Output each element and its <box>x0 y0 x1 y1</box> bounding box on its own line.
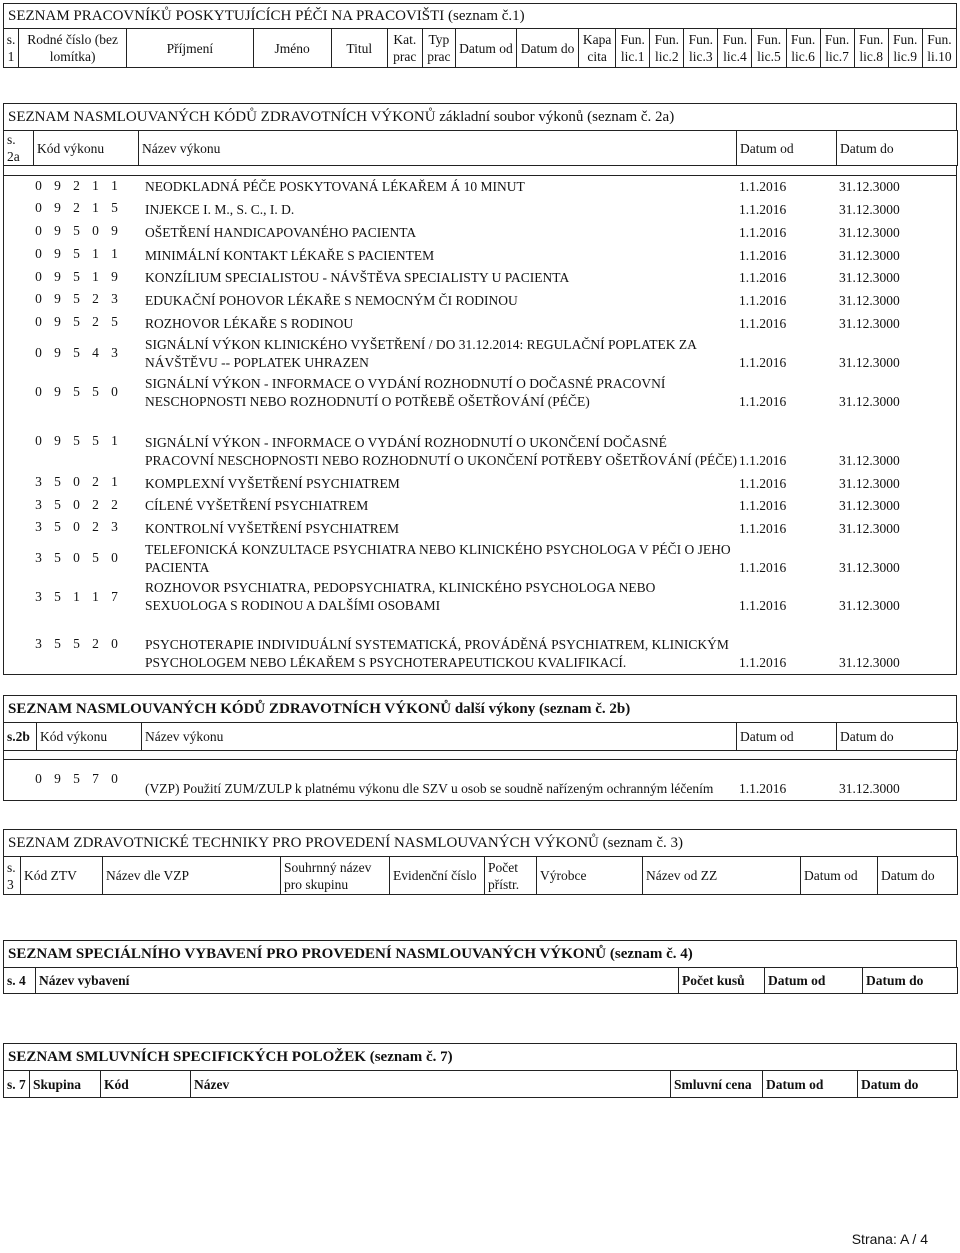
header-table <box>3 28 957 68</box>
code-digit: 2 <box>92 314 99 330</box>
col-header: Fun. lic.3 <box>684 29 718 68</box>
code-digit: 9 <box>54 246 61 262</box>
procedure-row <box>4 176 956 198</box>
col-header: Kód ZTV <box>21 857 103 895</box>
date-from: 1.1.2016 <box>739 354 787 370</box>
date-to: 31.12.3000 <box>839 354 900 370</box>
section-seznam-2b <box>3 695 957 801</box>
section-title: SEZNAM NASMLOUVANÝCH KÓDŮ ZDRAVOTNÍCH VÝKONŮ základní soubor výkonů (seznam č. 2a) <box>3 103 957 130</box>
section-title: SEZNAM SPECIÁLNÍHO VYBAVENÍ PRO PROVEDENÍ NASMLOUVANÝCH VÝKONŮ (seznam č. 4) <box>3 940 957 967</box>
code-digit: 9 <box>54 223 61 239</box>
code-digit: 3 <box>35 550 42 566</box>
date-from: 1.1.2016 <box>739 780 787 796</box>
code-digit: 5 <box>54 496 61 512</box>
code-digit: 5 <box>54 519 61 535</box>
section-seznam-2a <box>3 103 957 675</box>
code-digit: 5 <box>73 770 80 786</box>
procedure-row <box>4 540 956 579</box>
code-digit: 3 <box>35 588 42 604</box>
code-digit: 5 <box>111 200 118 216</box>
procedure-row <box>4 472 956 495</box>
date-to: 31.12.3000 <box>839 520 900 536</box>
procedure-code <box>4 588 139 606</box>
col-header: Datum od <box>455 29 516 68</box>
col-header: s. 1 <box>4 29 19 68</box>
date-to: 31.12.3000 <box>839 559 900 575</box>
col-header: Smluvní cena <box>671 1071 763 1098</box>
date-from: 1.1.2016 <box>739 520 787 536</box>
code-digit: 7 <box>92 770 99 786</box>
code-digit: 2 <box>92 291 99 307</box>
procedure-row <box>4 312 956 335</box>
procedure-row <box>4 617 956 674</box>
col-header: Datum do <box>863 968 958 994</box>
date-to: 31.12.3000 <box>839 393 900 409</box>
code-digit: 2 <box>92 636 99 652</box>
section-seznam-3 <box>3 829 957 895</box>
code-digit: 9 <box>54 200 61 216</box>
procedure-code <box>4 222 139 240</box>
date-from: 1.1.2016 <box>739 201 787 217</box>
code-digit: 5 <box>73 345 80 361</box>
code-digit: 3 <box>35 496 42 512</box>
col-header: Kapa cita <box>579 29 616 68</box>
code-digit: 0 <box>35 268 42 284</box>
code-digit: 5 <box>73 291 80 307</box>
procedure-code <box>4 473 139 491</box>
code-digit: 1 <box>92 177 99 193</box>
col-header: Datum od <box>801 857 878 895</box>
col-header: Název od ZZ <box>643 857 801 895</box>
code-digit: 1 <box>73 588 80 604</box>
code-digit: 3 <box>35 636 42 652</box>
code-digit: 0 <box>35 200 42 216</box>
code-digit: 1 <box>111 474 118 490</box>
date-from: 1.1.2016 <box>739 292 787 308</box>
date-to: 31.12.3000 <box>839 315 900 331</box>
col-header: Fun. lic.5 <box>752 29 786 68</box>
code-digit: 3 <box>111 519 118 535</box>
code-digit: 5 <box>92 384 99 400</box>
procedure-name: EDUKAČNÍ POHOVOR LÉKAŘE S NEMOCNÝM ČI RODINOU <box>145 292 518 308</box>
code-digit: 0 <box>73 519 80 535</box>
procedure-list <box>3 175 957 675</box>
col-header: Datum do <box>858 1071 958 1098</box>
col-header: Datum od <box>763 1071 858 1098</box>
code-digit: 9 <box>54 384 61 400</box>
code-digit: 2 <box>92 496 99 512</box>
col-header: Datum do <box>837 131 958 166</box>
col-header: s. 2a <box>4 131 34 166</box>
procedure-name: MINIMÁLNÍ KONTAKT LÉKAŘE S PACIENTEM <box>145 247 435 263</box>
date-from: 1.1.2016 <box>739 393 787 409</box>
code-digit: 3 <box>35 474 42 490</box>
code-digit: 1 <box>111 433 118 449</box>
code-digit: 5 <box>73 223 80 239</box>
date-to: 31.12.3000 <box>839 597 900 613</box>
col-header: s. 4 <box>4 968 36 994</box>
code-digit: 0 <box>111 770 118 786</box>
procedure-name: ROZHOVOR PSYCHIATRA, PEDOPSYCHIATRA, KLINICKÉHO PSYCHOLOGA NEBO SEXUOLOGA S RODINOU A DALŠÍMI OSOBAMI <box>145 580 656 613</box>
code-digit: 1 <box>111 177 118 193</box>
col-header: Fun. lic.8 <box>854 29 888 68</box>
col-header: Datum do <box>837 723 958 751</box>
code-digit: 1 <box>92 200 99 216</box>
date-from: 1.1.2016 <box>739 475 787 491</box>
procedure-row <box>4 413 956 472</box>
code-digit: 5 <box>73 636 80 652</box>
date-from: 1.1.2016 <box>739 559 787 575</box>
col-header: Datum od <box>737 723 837 751</box>
date-to: 31.12.3000 <box>839 292 900 308</box>
code-digit: 5 <box>73 246 80 262</box>
section-title: SEZNAM NASMLOUVANÝCH KÓDŮ ZDRAVOTNÍCH VÝKONŮ další výkony (seznam č. 2b) <box>3 695 957 722</box>
col-header: Příjmení <box>127 29 253 68</box>
procedure-name: KONTROLNÍ VYŠETŘENÍ PSYCHIATREM <box>145 520 400 536</box>
code-digit: 0 <box>35 433 42 449</box>
section-seznam-1 <box>3 3 957 68</box>
col-header: s.2b <box>4 723 37 751</box>
procedure-row <box>4 517 956 540</box>
col-header: Kat. prac <box>387 29 422 68</box>
code-digit: 3 <box>111 291 118 307</box>
procedure-code <box>4 432 139 450</box>
col-header: Datum do <box>517 29 579 68</box>
code-digit: 1 <box>111 246 118 262</box>
header-table <box>3 856 958 895</box>
code-digit: 9 <box>54 433 61 449</box>
procedure-name: INJEKCE I. M., S. C., I. D. <box>145 201 295 217</box>
code-digit: 0 <box>35 314 42 330</box>
col-header: Jméno <box>253 29 331 68</box>
procedure-code <box>4 770 139 788</box>
code-digit: 2 <box>92 519 99 535</box>
date-from: 1.1.2016 <box>739 269 787 285</box>
code-digit: 0 <box>35 246 42 262</box>
section-seznam-4 <box>3 940 957 994</box>
col-header: Typ prac <box>422 29 455 68</box>
procedure-row <box>4 289 956 312</box>
code-digit: 5 <box>54 588 61 604</box>
procedure-code <box>4 383 139 401</box>
procedure-name: ROZHOVOR LÉKAŘE S RODINOU <box>145 315 354 331</box>
date-to: 31.12.3000 <box>839 201 900 217</box>
procedure-code <box>4 496 139 514</box>
procedure-list <box>3 759 957 801</box>
col-header: Fun. lic.6 <box>786 29 820 68</box>
procedure-code <box>4 313 139 331</box>
code-digit: 5 <box>111 314 118 330</box>
col-header: Rodné číslo (bez lomítka) <box>19 29 127 68</box>
code-digit: 0 <box>35 770 42 786</box>
procedure-row <box>4 495 956 517</box>
col-header: Kód <box>101 1071 191 1098</box>
code-digit: 9 <box>54 314 61 330</box>
date-from: 1.1.2016 <box>739 654 787 670</box>
date-to: 31.12.3000 <box>839 654 900 670</box>
date-from: 1.1.2016 <box>739 597 787 613</box>
code-digit: 2 <box>92 474 99 490</box>
code-digit: 0 <box>92 223 99 239</box>
procedure-code <box>4 177 139 195</box>
code-digit: 9 <box>54 770 61 786</box>
code-digit: 3 <box>111 345 118 361</box>
code-digit: 0 <box>35 345 42 361</box>
date-from: 1.1.2016 <box>739 247 787 263</box>
code-digit: 0 <box>35 291 42 307</box>
col-header: Evidenční číslo <box>390 857 485 895</box>
procedure-code <box>4 245 139 263</box>
col-header: Kód výkonu <box>34 131 139 166</box>
procedure-row <box>4 579 956 617</box>
code-digit: 9 <box>54 177 61 193</box>
code-digit: 1 <box>92 246 99 262</box>
code-digit: 5 <box>92 433 99 449</box>
code-digit: 5 <box>54 550 61 566</box>
code-digit: 5 <box>73 384 80 400</box>
col-header: Fun. li.10 <box>922 29 956 68</box>
procedure-name: SIGNÁLNÍ VÝKON KLINICKÉHO VYŠETŘENÍ / DO 31.12.2014: REGULAČNÍ POPLATEK ZA NÁVŠTĚVU -- POPLATEK UHRAZEN <box>145 337 697 370</box>
date-from: 1.1.2016 <box>739 452 787 468</box>
code-digit: 3 <box>35 519 42 535</box>
code-digit: 5 <box>92 550 99 566</box>
col-header: Fun. lic.4 <box>718 29 752 68</box>
procedure-row <box>4 267 956 289</box>
header-table <box>3 1070 958 1098</box>
code-digit: 0 <box>73 474 80 490</box>
procedure-row <box>4 760 956 800</box>
col-header: Datum od <box>765 968 863 994</box>
header-table <box>3 722 958 751</box>
procedure-name: TELEFONICKÁ KONZULTACE PSYCHIATRA NEBO KLINICKÉHO PSYCHOLOGA V PÉČI O JEHO PACIENTA <box>145 542 731 575</box>
col-header: Kód výkonu <box>37 723 142 751</box>
code-digit: 9 <box>54 291 61 307</box>
col-header: Fun. lic.1 <box>616 29 650 68</box>
col-header: Titul <box>331 29 387 68</box>
procedure-code <box>4 268 139 286</box>
date-to: 31.12.3000 <box>839 475 900 491</box>
procedure-row <box>4 198 956 221</box>
section-seznam-7 <box>3 1043 957 1098</box>
col-header: Název vybavení <box>36 968 679 994</box>
col-header: Počet přístr. <box>485 857 537 895</box>
col-header: Název výkonu <box>139 131 737 166</box>
procedure-row <box>4 221 956 244</box>
code-digit: 0 <box>35 384 42 400</box>
code-digit: 2 <box>73 200 80 216</box>
procedure-code <box>4 635 139 653</box>
code-digit: 9 <box>54 268 61 284</box>
procedure-code <box>4 290 139 308</box>
procedure-name: (VZP) Použití ZUM/ZULP k platnému výkonu dle SZV u osob se soudně nařízeným ochranným léčením <box>145 780 714 796</box>
code-digit: 1 <box>92 588 99 604</box>
code-digit: 5 <box>73 433 80 449</box>
section-title: SEZNAM PRACOVNÍKŮ POSKYTUJÍCÍCH PÉČI NA PRACOVIŠTI (seznam č.1) <box>3 3 957 28</box>
col-header: Název dle VZP <box>103 857 281 895</box>
col-header: Fun. lic.2 <box>650 29 684 68</box>
procedure-code <box>4 199 139 217</box>
col-header: Výrobce <box>537 857 643 895</box>
procedure-name: KONZÍLIUM SPECIALISTOU - NÁVŠTĚVA SPECIALISTY U PACIENTA <box>145 269 570 285</box>
procedure-name: KOMPLEXNÍ VYŠETŘENÍ PSYCHIATREM <box>145 475 400 491</box>
col-header: Fun. lic.7 <box>820 29 854 68</box>
col-header: Název <box>191 1071 671 1098</box>
procedure-name: CÍLENÉ VYŠETŘENÍ PSYCHIATREM <box>145 497 369 513</box>
date-from: 1.1.2016 <box>739 178 787 194</box>
code-digit: 5 <box>73 268 80 284</box>
col-header: Datum od <box>737 131 837 166</box>
code-digit: 0 <box>111 636 118 652</box>
col-header: Fun. lic.9 <box>888 29 922 68</box>
procedure-name: OŠETŘENÍ HANDICAPOVANÉHO PACIENTA <box>145 224 417 240</box>
procedure-name: NEODKLADNÁ PÉČE POSKYTOVANÁ LÉKAŘEM Á 10 MINUT <box>145 178 525 194</box>
code-digit: 0 <box>111 384 118 400</box>
col-header: Název výkonu <box>142 723 737 751</box>
code-digit: 5 <box>54 636 61 652</box>
procedure-row <box>4 335 956 374</box>
date-from: 1.1.2016 <box>739 497 787 513</box>
date-to: 31.12.3000 <box>839 224 900 240</box>
header-table <box>3 967 958 994</box>
date-to: 31.12.3000 <box>839 497 900 513</box>
date-to: 31.12.3000 <box>839 780 900 796</box>
col-header: Skupina <box>30 1071 101 1098</box>
procedure-name: SIGNÁLNÍ VÝKON - INFORMACE O VYDÁNÍ ROZHODNUTÍ O DOČASNÉ PRACOVNÍ NESCHOPNOSTI NEBO ROZHODNUTÍ O POTŘEBĚ OŠETŘOVÁNÍ (PÉČE) <box>145 376 666 409</box>
header-table <box>3 130 958 166</box>
code-digit: 5 <box>54 474 61 490</box>
date-from: 1.1.2016 <box>739 224 787 240</box>
code-digit: 9 <box>111 223 118 239</box>
date-to: 31.12.3000 <box>839 452 900 468</box>
code-digit: 0 <box>73 496 80 512</box>
code-digit: 2 <box>73 177 80 193</box>
procedure-row <box>4 244 956 267</box>
procedure-code <box>4 344 139 362</box>
code-digit: 5 <box>73 314 80 330</box>
code-digit: 0 <box>111 550 118 566</box>
code-digit: 0 <box>73 550 80 566</box>
date-to: 31.12.3000 <box>839 269 900 285</box>
code-digit: 7 <box>111 588 118 604</box>
code-digit: 1 <box>92 268 99 284</box>
code-digit: 2 <box>111 496 118 512</box>
procedure-code <box>4 549 139 567</box>
procedure-code <box>4 518 139 536</box>
date-from: 1.1.2016 <box>739 315 787 331</box>
code-digit: 0 <box>35 223 42 239</box>
section-title: SEZNAM SMLUVNÍCH SPECIFICKÝCH POLOŽEK (seznam č. 7) <box>3 1043 957 1070</box>
col-header: Počet kusů <box>679 968 765 994</box>
col-header: s. 3 <box>4 857 21 895</box>
procedure-row <box>4 374 956 413</box>
code-digit: 9 <box>54 345 61 361</box>
procedure-name: PSYCHOTERAPIE INDIVIDUÁLNÍ SYSTEMATICKÁ, PROVÁDĚNÁ PSYCHIATREM, KLINICKÝM PSYCHOLOGEM NEBO LÉKAŘEM S PSYCHOTERAPEUTICKOU KVALIFIKACÍ. <box>145 637 729 670</box>
code-digit: 4 <box>92 345 99 361</box>
col-header: Datum do <box>878 857 958 895</box>
page-number: Strana: A / 4 <box>851 1231 928 1247</box>
code-digit: 0 <box>35 177 42 193</box>
procedure-name: SIGNÁLNÍ VÝKON - INFORMACE O VYDÁNÍ ROZHODNUTÍ O UKONČENÍ DOČASNÉ PRACOVNÍ NESCHOPNOSTI NEBO ROZHODNUTÍ O UKONČENÍ POTŘEBY OŠETŘOVÁNÍ (PÉČE) <box>145 435 738 468</box>
code-digit: 9 <box>111 268 118 284</box>
date-to: 31.12.3000 <box>839 178 900 194</box>
section-title: SEZNAM ZDRAVOTNICKÉ TECHNIKY PRO PROVEDENÍ NASMLOUVANÝCH VÝKONŮ (seznam č. 3) <box>3 829 957 856</box>
date-to: 31.12.3000 <box>839 247 900 263</box>
col-header: Souhrnný název pro skupinu <box>281 857 390 895</box>
col-header: s. 7 <box>4 1071 30 1098</box>
